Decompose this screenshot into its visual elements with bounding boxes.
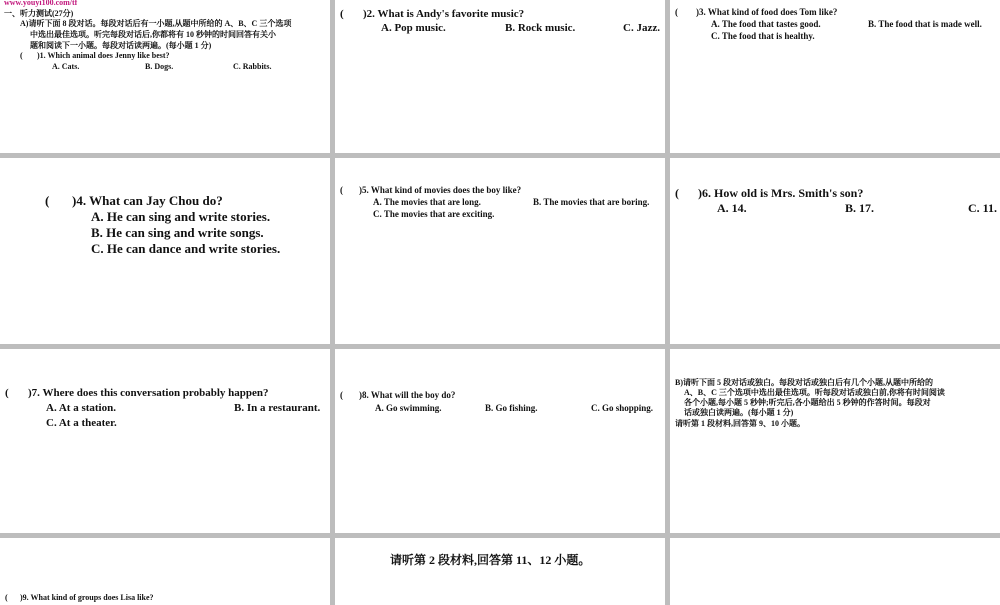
- slide-q1: [0, 0, 330, 153]
- slide-q8: [335, 349, 665, 533]
- option-c: C. Jazz.: [623, 22, 660, 34]
- section-b-line-2: A、B、C 三个选项中选出最佳选项。听每段对话或独白前,你将有时间阅读: [684, 388, 945, 397]
- option-c: C. The food that is healthy.: [711, 31, 815, 41]
- option-c: C. At a theater.: [46, 417, 117, 429]
- slide-q2: [335, 0, 665, 153]
- instructions-line-3: 题和阅读下一小题。每段对话读两遍。(每小题 1 分): [30, 41, 212, 50]
- slide-q9: [0, 538, 330, 605]
- question-text: )1. Which animal does Jenny like best?: [37, 51, 170, 60]
- question-text: )7. Where does this conversation probably happen?: [28, 387, 269, 399]
- option-a: A. The food that tastes good.: [711, 19, 821, 29]
- option-b: B. Rock music.: [505, 22, 576, 34]
- instructions-line-1: A)请听下面 8 段对话。每段对话后有一小题,从题中所给的 A、B、C 三个选项: [20, 19, 292, 28]
- answer-bracket[interactable]: (: [340, 390, 343, 400]
- question-text: )9. What kind of groups does Lisa like?: [20, 593, 154, 602]
- option-b: B. The movies that are boring.: [533, 197, 650, 207]
- answer-bracket[interactable]: (: [20, 51, 23, 60]
- answer-bracket[interactable]: (: [5, 387, 9, 399]
- option-a: A. Go swimming.: [375, 403, 442, 413]
- option-c: C. Rabbits.: [233, 62, 272, 71]
- material-2-instruction: 请听第 2 段材料,回答第 11、12 小题。: [390, 553, 591, 567]
- answer-bracket[interactable]: (: [675, 7, 678, 17]
- answer-bracket[interactable]: (: [45, 193, 50, 208]
- option-a: A. 14.: [717, 201, 747, 215]
- slide-material-2: [335, 538, 665, 605]
- answer-bracket[interactable]: (: [340, 185, 343, 195]
- option-a: A. Cats.: [52, 62, 80, 71]
- option-c: C. 11.: [968, 201, 998, 215]
- section-b-line-4: 话或独白读两遍。(每小题 1 分): [684, 408, 794, 417]
- option-b: B. Go fishing.: [485, 403, 538, 413]
- slide-section-b: [670, 349, 1000, 533]
- slide-q6: [670, 158, 1000, 344]
- section-b-line-3: 各个小题,每小题 5 秒钟;听完后,各小题给出 5 秒钟的作答时间。每段对: [684, 398, 931, 407]
- option-b: B. 17.: [845, 201, 875, 215]
- question-text: )6. How old is Mrs. Smith's son?: [698, 186, 864, 200]
- option-b: B. Dogs.: [145, 62, 174, 71]
- question-text: )5. What kind of movies does the boy like?: [359, 185, 522, 195]
- option-c: C. Go shopping.: [591, 403, 654, 413]
- question-text: )3. What kind of food does Tom like?: [696, 7, 838, 17]
- slide-blank: [670, 538, 1000, 605]
- question-text: )8. What will the boy do?: [359, 390, 456, 400]
- option-c: C. He can dance and write stories.: [91, 241, 281, 256]
- option-a: A. The movies that are long.: [373, 197, 481, 207]
- slide-q4: [0, 158, 330, 344]
- option-a: A. At a station.: [46, 402, 116, 414]
- option-b: B. The food that is made well.: [868, 19, 982, 29]
- instructions-line-2: 中选出最佳选项。听完每段对话后,你都将有 10 秒钟的时间回答有关小: [30, 30, 276, 39]
- slide-q3: [670, 0, 1000, 153]
- section-title: 一、听力测试(27分): [4, 9, 74, 18]
- header-url: www.youyi100.com/tf: [4, 0, 78, 7]
- option-a: A. He can sing and write stories.: [91, 209, 271, 224]
- material-1-instruction: 请听第 1 段材料,回答第 9、10 小题。: [675, 419, 805, 428]
- question-text: )2. What is Andy's favorite music?: [363, 8, 525, 20]
- option-b: B. In a restaurant.: [234, 402, 321, 414]
- option-c: C. The movies that are exciting.: [373, 209, 495, 219]
- slide-q5: [335, 158, 665, 344]
- option-a: A. Pop music.: [381, 22, 446, 34]
- option-b: B. He can sing and write songs.: [91, 225, 264, 240]
- question-text: )4. What can Jay Chou do?: [72, 193, 223, 208]
- answer-bracket[interactable]: (: [5, 593, 8, 602]
- answer-bracket[interactable]: (: [675, 186, 679, 200]
- answer-bracket[interactable]: (: [340, 8, 344, 20]
- section-b-line-1: B)请听下面 5 段对话或独白。每段对话或独白后有几个小题,从题中所给的: [675, 378, 933, 387]
- slide-q7: [0, 349, 330, 533]
